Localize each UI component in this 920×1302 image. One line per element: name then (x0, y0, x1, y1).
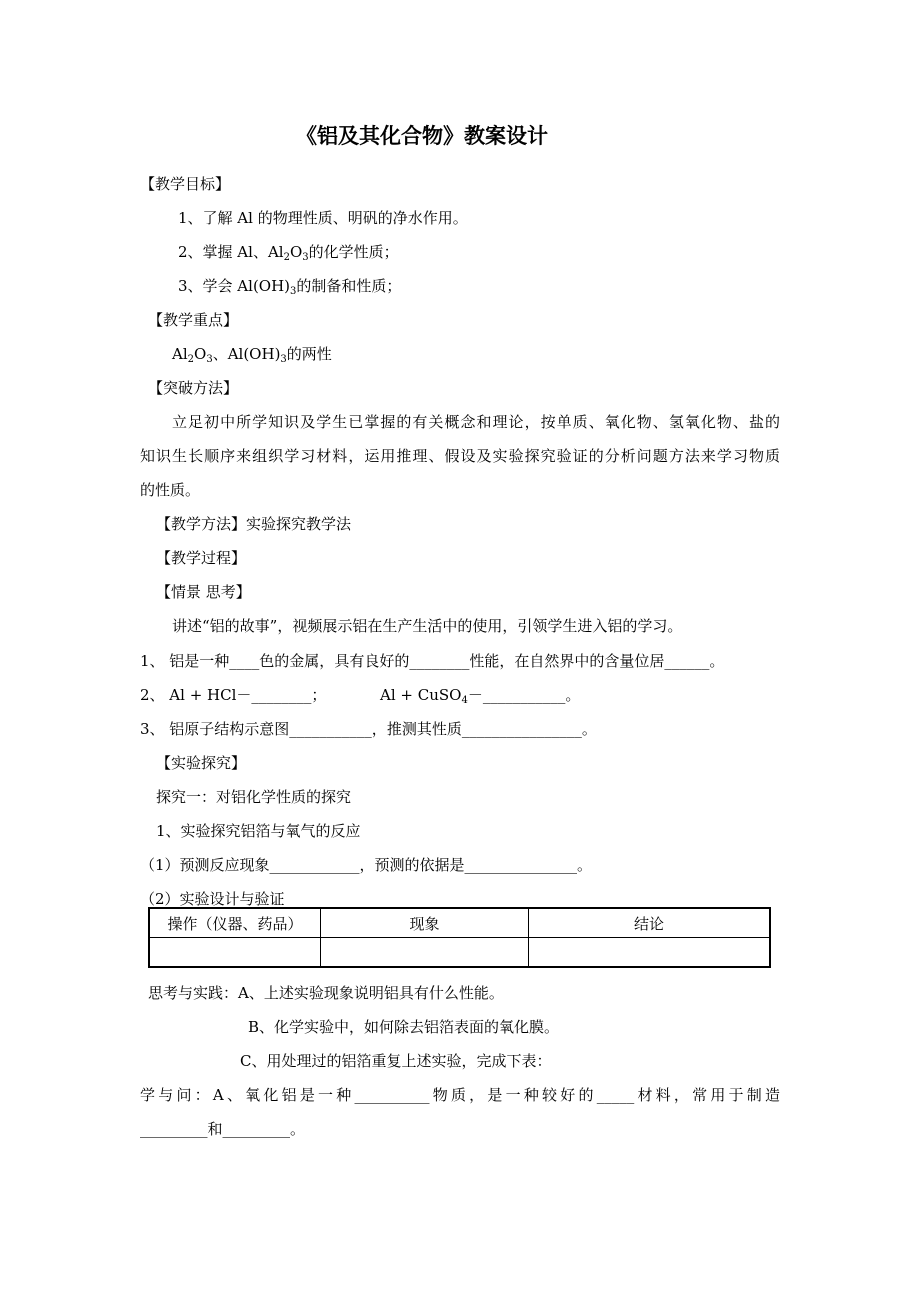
objective-item-2: 2、掌握 Al、$Al_2O_3$的化学性质； (178, 243, 399, 263)
practice-b: B、化学实验中，如何除去铝箔表面的氧化膜。 (248, 1018, 560, 1036)
key-points-text: $Al_2O_3$、$Al(OH)_3$的两性 (172, 345, 332, 365)
question-1: 1、 铝是一种____色的金属，具有良好的________性能，在自然界中的含量位居______。 (140, 652, 725, 670)
practice-a: 思考与实践：A、上述实验现象说明铝具有什么性能。 (148, 984, 504, 1002)
key-points-heading: 【教学重点】 (148, 311, 239, 329)
teaching-method: 【教学方法】实验探究教学法 (156, 515, 352, 533)
experiment-sub-1: 1、实验探究铝箔与氧气的反应 (156, 822, 361, 840)
design-line: （2）实验设计与验证 (140, 890, 285, 908)
breakthrough-line-3: 的性质。 (140, 481, 201, 499)
breakthrough-line-2: 知识生长顺序来组织学习材料，运用推理、假设及实验探究验证的分析问题方法来学习物质 (140, 447, 780, 465)
learn-line-2: _________和_________。 (140, 1120, 306, 1138)
practice-c: C、用处理过的铝箔重复上述实验，完成下表： (240, 1052, 552, 1070)
objective-item-3: 3、学会 $Al(OH)_3$的制备和性质； (178, 277, 402, 297)
question-2-part-b: Al + CuSO$_4$－___________。 (380, 686, 581, 706)
table-cell (149, 938, 321, 968)
objective-item-1: 1、了解 Al 的物理性质、明矾的净水作用。 (178, 209, 468, 227)
learn-line-1: 学与问：A、氧化铝是一种__________物质，是一种较好的_____材料，常用于制造 (140, 1086, 780, 1104)
table-header-cell: 结论 (529, 908, 771, 938)
page-title: 《铝及其化合物》教案设计 (296, 124, 548, 148)
scenario-heading: 【情景 思考】 (156, 583, 251, 601)
teaching-process-heading: 【教学过程】 (156, 549, 247, 567)
table-header-cell: 现象 (321, 908, 529, 938)
prediction-line: （1）预测反应现象____________，预测的依据是_______________。 (140, 856, 593, 874)
question-2-part-a: 2、 Al + HCl－________； (140, 686, 327, 704)
scenario-intro: 讲述“铝的故事”，视频展示铝在生产生活中的使用，引领学生进入铝的学习。 (172, 617, 683, 635)
objectives-heading: 【教学目标】 (140, 175, 231, 193)
experiment-heading: 【实验探究】 (156, 754, 247, 772)
table-row (149, 938, 770, 968)
table-header-cell: 操作（仪器、药品） (149, 908, 321, 938)
table-header-row (149, 908, 770, 938)
table-cell (321, 938, 529, 968)
experiment-table (148, 907, 771, 968)
breakthrough-line-1: 立足初中所学知识及学生已掌握的有关概念和理论，按单质、氧化物、氢氧化物、盐的 (172, 413, 780, 431)
explore-1: 探究一：对铝化学性质的探究 (156, 788, 352, 806)
table-cell (529, 938, 771, 968)
breakthrough-heading: 【突破方法】 (148, 379, 239, 397)
question-3: 3、 铝原子结构示意图___________，推测其性质________________。 (140, 720, 597, 738)
